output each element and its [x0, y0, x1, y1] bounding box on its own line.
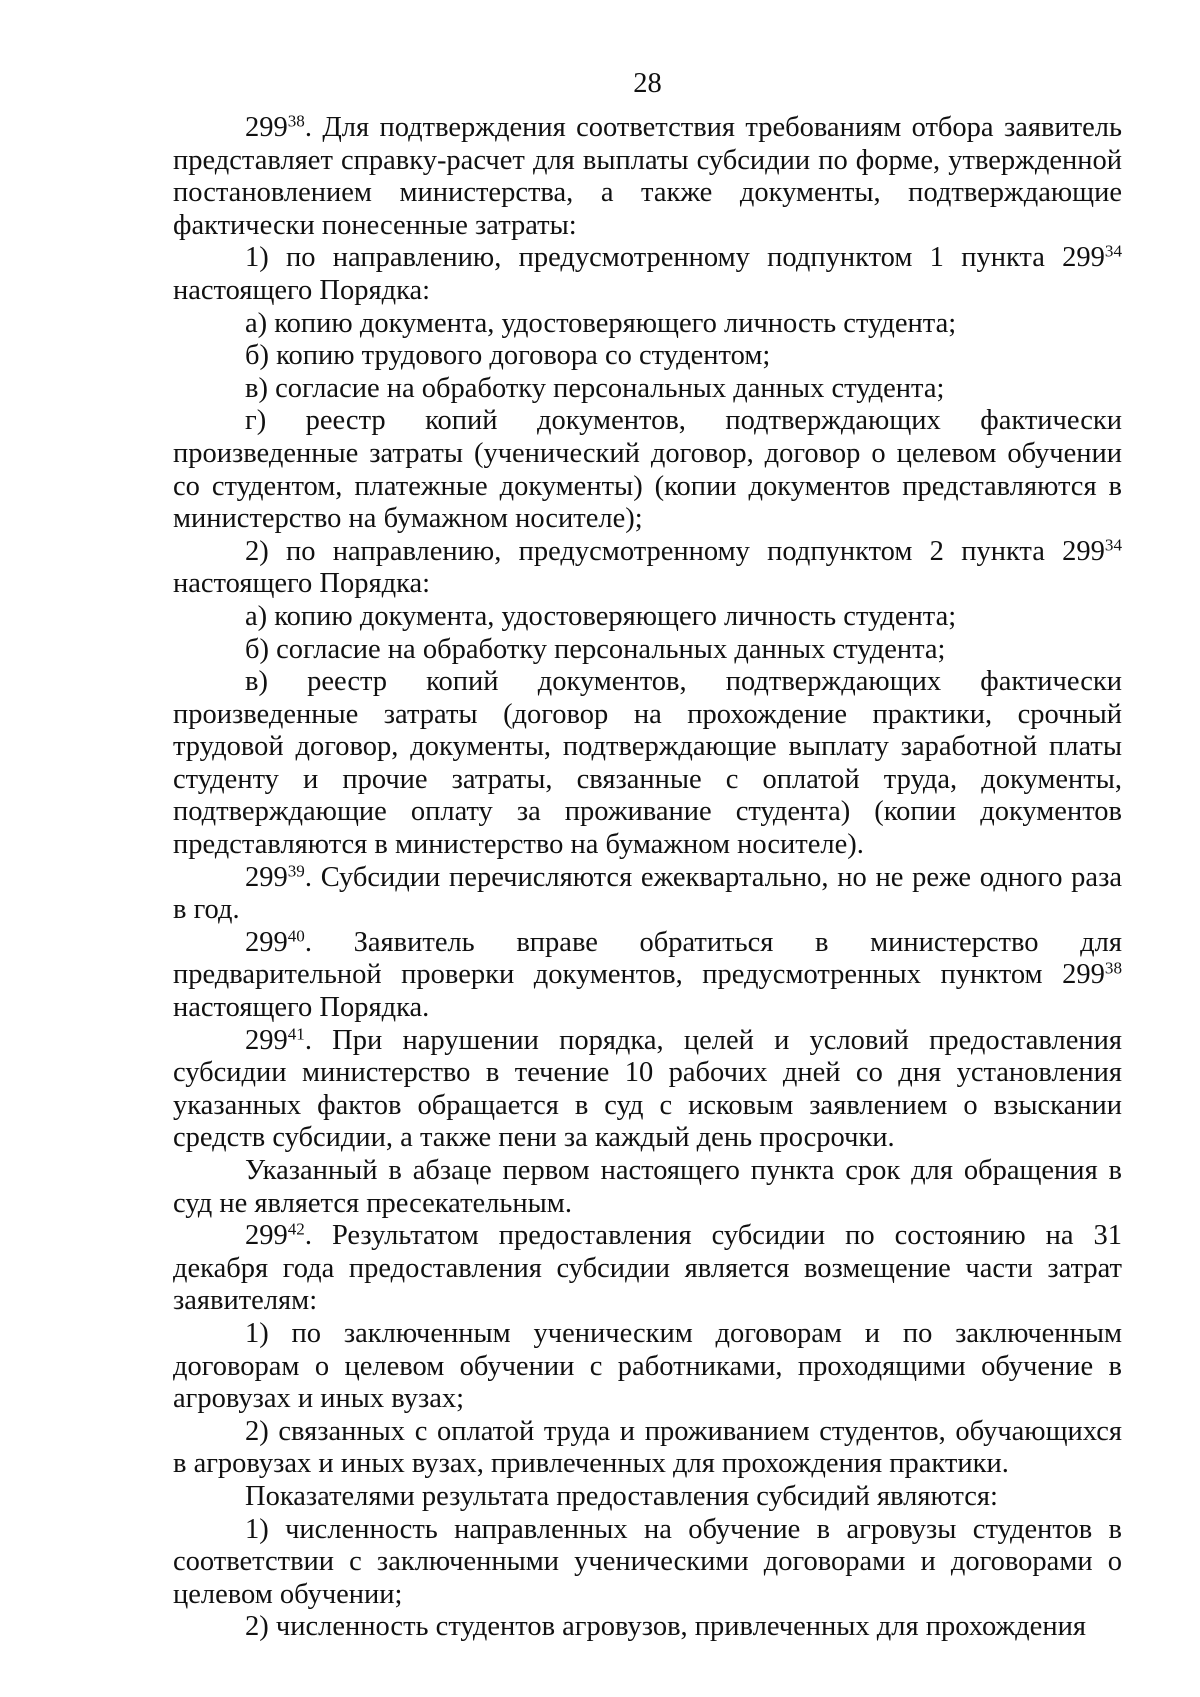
page-number: 28: [633, 68, 662, 99]
paragraph-299-40: $299^{40}$. Заявитель вправе обратиться в министерство для предварительной проверки документов, предусмотренных пунктом $299^{38}$ настоящего Порядка.: [173, 926, 1122, 1024]
list-item: б) копию трудового договора со студентом;: [245, 340, 771, 372]
list-item: в) реестр копий документов, подтверждающих фактически произведенные затраты (договор на прохождение практики, срочный трудовой договор, документы, подтверждающие выплату заработной платы студенту и прочие затраты, связанные с оплатой труда, документы, подтверждающие оплату за проживание студента) (копии документов представляются в министерство на бумажном носителе).: [173, 666, 1122, 861]
list-item: 1) по направлению, предусмотренному подпунктом 1 пункта $299^{34}$ настоящего Порядка:: [173, 241, 1122, 306]
paragraph: Указанный в абзаце первом настоящего пункта срок для обращения в суд не является пресекательным.: [173, 1155, 1122, 1219]
list-item: 1) численность направленных на обучение в агровузы студентов в соответствии с заключенными ученическими договорами и договорами о целевом обучении;: [173, 1513, 1122, 1610]
list-item: 1) по заключенным ученическим договорам и по заключенным договорам о целевом обучении с работниками, проходящими обучение в агровузах и иных вузах;: [173, 1317, 1122, 1415]
list-item: 2) численность студентов агровузов, привлеченных для прохождения: [245, 1611, 1086, 1643]
list-item: а) копию документа, удостоверяющего личность студента;: [245, 307, 957, 339]
list-item: г) реестр копий документов, подтверждающих фактически произведенные затраты (ученический договор, договор о целевом обучении со студентом, платежные документы) (копии документов представляются в министерство на бумажном носителе);: [173, 405, 1122, 535]
paragraph-299-39: $299^{39}$. Субсидии перечисляются ежеквартально, но не реже одного раза в год.: [173, 861, 1122, 926]
paragraph: Показателями результата предоставления субсидий являются:: [245, 1480, 998, 1512]
list-item: 2) связанных с оплатой труда и проживанием студентов, обучающихся в агровузах и иных вузах, привлеченных для прохождения практики.: [173, 1415, 1122, 1480]
paragraph-299-42: $299^{42}$. Результатом предоставления субсидии по состоянию на 31 декабря года предоставления субсидии является возмещение части затрат заявителям:: [173, 1219, 1122, 1317]
list-item: а) копию документа, удостоверяющего личность студента;: [245, 600, 957, 632]
list-item: в) согласие на обработку персональных данных студента;: [245, 372, 945, 404]
paragraph-299-38: $299^{38}$. Для подтверждения соответствия требованиям отбора заявитель представляет справку-расчет для выплаты субсидии по форме, утвержденной постановлением министерства, а также документы, подтверждающие фактически понесенные затраты:: [173, 111, 1122, 241]
list-item: б) согласие на обработку персональных данных студента;: [245, 633, 946, 665]
document-body: [173, 112, 1122, 1644]
list-item: 2) по направлению, предусмотренному подпунктом 2 пункта $299^{34}$ настоящего Порядка:: [173, 535, 1122, 600]
paragraph-299-41: $299^{41}$. При нарушении порядка, целей и условий предоставления субсидии министерство в течение 10 рабочих дней со дня установления указанных фактов обращается в суд с исковым заявлением о взыскании средств субсидии, а также пени за каждый день просрочки.: [173, 1024, 1122, 1154]
